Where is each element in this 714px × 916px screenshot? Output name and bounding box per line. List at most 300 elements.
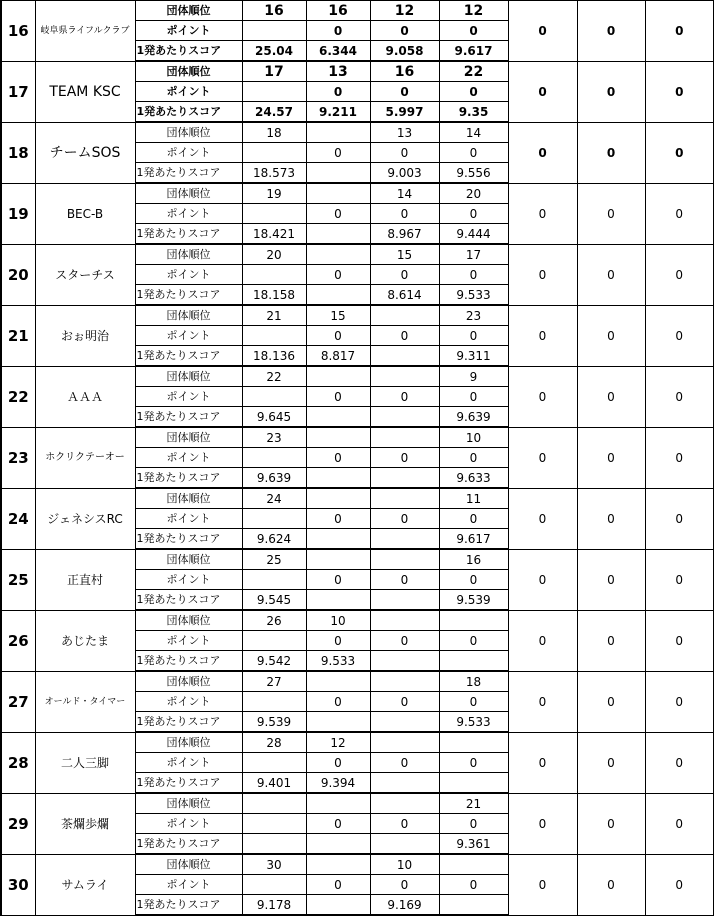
team-rank-cell xyxy=(370,305,439,326)
total-cell: 0 xyxy=(645,793,714,854)
team-rank-cell xyxy=(242,793,306,814)
score-per-shot-cell: 9.645 xyxy=(242,407,306,428)
point-label: ポイント xyxy=(135,21,242,41)
team-rank-cell: 19 xyxy=(242,183,306,204)
team-rank-cell: 17 xyxy=(439,244,508,265)
table-row xyxy=(1,366,714,387)
score-per-shot-label: 1発あたりスコア xyxy=(135,224,242,245)
team-rank-cell xyxy=(306,183,370,204)
total-cell: 0 xyxy=(508,671,577,732)
team-rank-cell xyxy=(306,793,370,814)
team-rank-label: 団体順位 xyxy=(135,366,242,387)
point-cell: 0 xyxy=(306,570,370,590)
score-per-shot-label: 1発あたりスコア xyxy=(135,285,242,306)
team-name: あじたま xyxy=(35,610,135,671)
rank-number: 17 xyxy=(1,61,35,122)
table-row xyxy=(1,610,714,631)
team-rank-cell: 16 xyxy=(439,549,508,570)
point-cell: 0 xyxy=(370,82,439,102)
score-per-shot-cell: 9.533 xyxy=(439,285,508,306)
point-label: ポイント xyxy=(135,509,242,529)
team-rank-cell: 10 xyxy=(370,854,439,875)
rank-number: 16 xyxy=(1,1,35,62)
team-name: 正直村 xyxy=(35,549,135,610)
score-per-shot-cell: 9.533 xyxy=(306,651,370,672)
score-per-shot-cell xyxy=(306,224,370,245)
point-cell: 0 xyxy=(370,753,439,773)
score-per-shot-cell xyxy=(370,834,439,855)
point-cell: 0 xyxy=(306,21,370,41)
team-rank-cell xyxy=(306,549,370,570)
team-name: ＡＡＡ xyxy=(35,366,135,427)
table-row xyxy=(1,61,714,82)
point-label: ポイント xyxy=(135,570,242,590)
table-body xyxy=(1,1,714,916)
point-label: ポイント xyxy=(135,448,242,468)
team-rank-cell: 12 xyxy=(306,732,370,753)
score-per-shot-cell: 9.539 xyxy=(242,712,306,733)
team-rank-label: 団体順位 xyxy=(135,61,242,82)
team-rank-cell: 18 xyxy=(439,671,508,692)
total-cell: 0 xyxy=(508,183,577,244)
team-name: 茶爛歩爛 xyxy=(35,793,135,854)
score-per-shot-label: 1発あたりスコア xyxy=(135,712,242,733)
score-per-shot-cell xyxy=(439,895,508,916)
point-cell: 0 xyxy=(370,814,439,834)
team-rank-cell: 12 xyxy=(370,1,439,21)
rank-number: 24 xyxy=(1,488,35,549)
score-per-shot-cell: 9.617 xyxy=(439,529,508,550)
score-per-shot-cell: 18.421 xyxy=(242,224,306,245)
total-cell: 0 xyxy=(645,427,714,488)
point-cell: 0 xyxy=(439,82,508,102)
score-per-shot-cell xyxy=(306,895,370,916)
total-cell: 0 xyxy=(508,732,577,793)
team-rank-label: 団体順位 xyxy=(135,671,242,692)
total-cell: 0 xyxy=(577,122,645,183)
team-rank-label: 団体順位 xyxy=(135,244,242,265)
score-per-shot-label: 1発あたりスコア xyxy=(135,41,242,62)
team-name: チームSOS xyxy=(35,122,135,183)
team-rank-cell: 21 xyxy=(242,305,306,326)
team-rank-cell xyxy=(370,427,439,448)
team-rank-cell: 16 xyxy=(306,1,370,21)
total-cell: 0 xyxy=(577,1,645,62)
team-rank-cell: 10 xyxy=(439,427,508,448)
team-rank-cell: 30 xyxy=(242,854,306,875)
point-cell xyxy=(242,265,306,285)
score-per-shot-label: 1発あたりスコア xyxy=(135,590,242,611)
point-cell: 0 xyxy=(370,143,439,163)
team-rank-cell: 17 xyxy=(242,61,306,82)
point-label: ポイント xyxy=(135,326,242,346)
team-name: おぉ明治 xyxy=(35,305,135,366)
rank-number: 18 xyxy=(1,122,35,183)
table-row xyxy=(1,854,714,875)
score-per-shot-cell: 25.04 xyxy=(242,41,306,62)
point-cell: 0 xyxy=(439,387,508,407)
score-per-shot-label: 1発あたりスコア xyxy=(135,163,242,184)
rank-number: 29 xyxy=(1,793,35,854)
team-rank-label: 団体順位 xyxy=(135,610,242,631)
point-cell xyxy=(242,21,306,41)
total-cell: 0 xyxy=(577,244,645,305)
point-cell xyxy=(242,631,306,651)
total-cell: 0 xyxy=(508,427,577,488)
total-cell: 0 xyxy=(645,122,714,183)
table-row xyxy=(1,671,714,692)
score-per-shot-cell: 9.35 xyxy=(439,102,508,123)
score-per-shot-label: 1発あたりスコア xyxy=(135,102,242,123)
point-cell: 0 xyxy=(370,448,439,468)
rank-number: 22 xyxy=(1,366,35,427)
team-rank-cell: 15 xyxy=(306,305,370,326)
total-cell: 0 xyxy=(645,732,714,793)
total-cell: 0 xyxy=(508,244,577,305)
score-per-shot-cell: 9.178 xyxy=(242,895,306,916)
point-cell: 0 xyxy=(306,143,370,163)
score-per-shot-label: 1発あたりスコア xyxy=(135,895,242,916)
point-cell: 0 xyxy=(439,509,508,529)
point-cell: 0 xyxy=(306,875,370,895)
point-cell: 0 xyxy=(370,21,439,41)
team-rank-cell xyxy=(370,793,439,814)
score-per-shot-cell: 18.158 xyxy=(242,285,306,306)
team-rank-cell: 22 xyxy=(439,61,508,82)
team-rank-cell: 20 xyxy=(439,183,508,204)
team-rank-cell: 28 xyxy=(242,732,306,753)
team-name: オールド・タイマー xyxy=(35,671,135,732)
total-cell: 0 xyxy=(577,549,645,610)
team-rank-cell: 11 xyxy=(439,488,508,509)
score-per-shot-cell xyxy=(370,590,439,611)
total-cell: 0 xyxy=(645,183,714,244)
point-cell: 0 xyxy=(306,692,370,712)
point-cell: 0 xyxy=(306,265,370,285)
point-label: ポイント xyxy=(135,265,242,285)
team-rank-cell xyxy=(439,610,508,631)
total-cell: 0 xyxy=(645,549,714,610)
score-per-shot-label: 1発あたりスコア xyxy=(135,773,242,794)
team-rank-cell: 12 xyxy=(439,1,508,21)
team-rank-label: 団体順位 xyxy=(135,305,242,326)
total-cell: 0 xyxy=(508,549,577,610)
score-per-shot-cell: 24.57 xyxy=(242,102,306,123)
team-rank-label: 団体順位 xyxy=(135,122,242,143)
point-label: ポイント xyxy=(135,143,242,163)
score-per-shot-cell xyxy=(370,651,439,672)
team-rank-cell: 13 xyxy=(306,61,370,82)
point-cell: 0 xyxy=(439,814,508,834)
score-per-shot-cell: 8.817 xyxy=(306,346,370,367)
score-per-shot-label: 1発あたりスコア xyxy=(135,834,242,855)
point-cell: 0 xyxy=(370,509,439,529)
total-cell: 0 xyxy=(645,671,714,732)
point-cell xyxy=(242,326,306,346)
team-rank-cell: 10 xyxy=(306,610,370,631)
rank-number: 25 xyxy=(1,549,35,610)
point-cell: 0 xyxy=(370,326,439,346)
point-cell: 0 xyxy=(439,143,508,163)
rank-number: 19 xyxy=(1,183,35,244)
total-cell: 0 xyxy=(645,366,714,427)
point-cell: 0 xyxy=(370,875,439,895)
total-cell: 0 xyxy=(577,305,645,366)
score-per-shot-cell xyxy=(306,712,370,733)
score-per-shot-cell: 9.169 xyxy=(370,895,439,916)
point-label: ポイント xyxy=(135,82,242,102)
score-per-shot-cell: 9.533 xyxy=(439,712,508,733)
table-row xyxy=(1,183,714,204)
team-rank-label: 団体順位 xyxy=(135,732,242,753)
team-name: ホクリクテーオー xyxy=(35,427,135,488)
point-cell: 0 xyxy=(306,387,370,407)
total-cell: 0 xyxy=(577,793,645,854)
point-cell: 0 xyxy=(306,204,370,224)
point-label: ポイント xyxy=(135,753,242,773)
table-row xyxy=(1,305,714,326)
score-per-shot-cell: 9.633 xyxy=(439,468,508,489)
table-row xyxy=(1,427,714,448)
total-cell: 0 xyxy=(645,488,714,549)
point-cell: 0 xyxy=(439,265,508,285)
total-cell: 0 xyxy=(508,366,577,427)
score-per-shot-cell xyxy=(370,407,439,428)
point-cell: 0 xyxy=(306,82,370,102)
team-rank-cell xyxy=(306,244,370,265)
point-label: ポイント xyxy=(135,204,242,224)
score-per-shot-cell: 9.639 xyxy=(439,407,508,428)
team-rank-cell xyxy=(370,671,439,692)
total-cell: 0 xyxy=(508,488,577,549)
table-row xyxy=(1,732,714,753)
score-per-shot-cell xyxy=(306,468,370,489)
point-cell: 0 xyxy=(370,204,439,224)
score-per-shot-cell: 9.361 xyxy=(439,834,508,855)
total-cell: 0 xyxy=(645,1,714,62)
total-cell: 0 xyxy=(508,305,577,366)
score-per-shot-cell xyxy=(306,407,370,428)
team-rank-cell xyxy=(370,610,439,631)
total-cell: 0 xyxy=(645,61,714,122)
team-rank-cell: 22 xyxy=(242,366,306,387)
team-rank-cell xyxy=(439,732,508,753)
point-cell: 0 xyxy=(306,326,370,346)
point-cell: 0 xyxy=(370,387,439,407)
team-rank-cell xyxy=(306,427,370,448)
rank-number: 23 xyxy=(1,427,35,488)
team-rank-cell: 18 xyxy=(242,122,306,143)
rank-number: 27 xyxy=(1,671,35,732)
score-per-shot-label: 1発あたりスコア xyxy=(135,529,242,550)
total-cell: 0 xyxy=(508,122,577,183)
point-cell: 0 xyxy=(439,753,508,773)
team-rank-cell: 23 xyxy=(439,305,508,326)
point-cell: 0 xyxy=(306,509,370,529)
total-cell: 0 xyxy=(508,793,577,854)
team-rank-cell: 15 xyxy=(370,244,439,265)
score-per-shot-cell: 9.211 xyxy=(306,102,370,123)
point-cell: 0 xyxy=(306,448,370,468)
total-cell: 0 xyxy=(508,854,577,915)
total-cell: 0 xyxy=(577,61,645,122)
point-cell: 0 xyxy=(439,326,508,346)
team-name: スターチス xyxy=(35,244,135,305)
total-cell: 0 xyxy=(645,244,714,305)
score-per-shot-cell xyxy=(439,651,508,672)
total-cell: 0 xyxy=(577,610,645,671)
team-rank-cell: 13 xyxy=(370,122,439,143)
point-cell xyxy=(242,692,306,712)
team-rank-cell xyxy=(370,366,439,387)
score-per-shot-cell xyxy=(306,834,370,855)
score-per-shot-cell: 9.401 xyxy=(242,773,306,794)
point-cell: 0 xyxy=(439,692,508,712)
team-rank-cell: 14 xyxy=(439,122,508,143)
team-rank-cell xyxy=(439,854,508,875)
point-cell: 0 xyxy=(439,448,508,468)
team-rank-cell xyxy=(306,671,370,692)
point-label: ポイント xyxy=(135,631,242,651)
team-rank-label: 団体順位 xyxy=(135,854,242,875)
team-rank-cell: 27 xyxy=(242,671,306,692)
point-cell xyxy=(242,509,306,529)
table-row xyxy=(1,793,714,814)
score-per-shot-cell xyxy=(306,285,370,306)
team-rank-cell xyxy=(370,549,439,570)
score-per-shot-cell: 18.136 xyxy=(242,346,306,367)
team-name: サムライ xyxy=(35,854,135,915)
team-rank-cell xyxy=(370,488,439,509)
score-per-shot-cell: 9.617 xyxy=(439,41,508,62)
team-rank-cell: 21 xyxy=(439,793,508,814)
score-per-shot-cell xyxy=(370,773,439,794)
rank-number: 26 xyxy=(1,610,35,671)
point-cell: 0 xyxy=(439,204,508,224)
score-per-shot-cell xyxy=(439,773,508,794)
score-per-shot-cell: 9.624 xyxy=(242,529,306,550)
team-rank-cell: 24 xyxy=(242,488,306,509)
point-cell: 0 xyxy=(439,875,508,895)
point-cell xyxy=(242,82,306,102)
team-rank-cell: 16 xyxy=(370,61,439,82)
total-cell: 0 xyxy=(645,305,714,366)
team-rank-cell: 25 xyxy=(242,549,306,570)
team-name: TEAM KSC xyxy=(35,61,135,122)
rank-number: 20 xyxy=(1,244,35,305)
point-label: ポイント xyxy=(135,875,242,895)
score-per-shot-cell: 9.058 xyxy=(370,41,439,62)
team-rank-cell xyxy=(306,366,370,387)
team-rank-cell xyxy=(306,854,370,875)
point-cell: 0 xyxy=(370,265,439,285)
score-per-shot-cell: 9.394 xyxy=(306,773,370,794)
total-cell: 0 xyxy=(508,61,577,122)
total-cell: 0 xyxy=(508,610,577,671)
team-name: BEC-B xyxy=(35,183,135,244)
team-rank-cell: 16 xyxy=(242,1,306,21)
point-cell: 0 xyxy=(306,631,370,651)
team-rank-label: 団体順位 xyxy=(135,488,242,509)
team-rank-cell xyxy=(370,732,439,753)
team-rank-cell xyxy=(306,488,370,509)
score-per-shot-label: 1発あたりスコア xyxy=(135,407,242,428)
total-cell: 0 xyxy=(577,366,645,427)
score-per-shot-cell: 9.556 xyxy=(439,163,508,184)
score-per-shot-cell: 9.311 xyxy=(439,346,508,367)
point-label: ポイント xyxy=(135,814,242,834)
score-per-shot-cell: 9.545 xyxy=(242,590,306,611)
rank-number: 28 xyxy=(1,732,35,793)
point-cell: 0 xyxy=(306,753,370,773)
team-rank-label: 団体順位 xyxy=(135,549,242,570)
score-per-shot-cell xyxy=(306,529,370,550)
total-cell: 0 xyxy=(577,854,645,915)
point-cell xyxy=(242,814,306,834)
score-per-shot-cell xyxy=(306,163,370,184)
score-per-shot-cell: 9.003 xyxy=(370,163,439,184)
team-rank-cell: 14 xyxy=(370,183,439,204)
score-per-shot-cell xyxy=(370,346,439,367)
point-label: ポイント xyxy=(135,387,242,407)
total-cell: 0 xyxy=(645,610,714,671)
point-cell: 0 xyxy=(370,631,439,651)
table-row xyxy=(1,549,714,570)
point-cell: 0 xyxy=(370,692,439,712)
table-row xyxy=(1,122,714,143)
score-per-shot-cell: 18.573 xyxy=(242,163,306,184)
point-cell xyxy=(242,448,306,468)
team-rank-cell xyxy=(306,122,370,143)
point-cell xyxy=(242,143,306,163)
table-row xyxy=(1,1,714,21)
point-cell xyxy=(242,753,306,773)
total-cell: 0 xyxy=(577,183,645,244)
team-name: 二人三脚 xyxy=(35,732,135,793)
score-per-shot-cell: 9.539 xyxy=(439,590,508,611)
score-per-shot-cell: 8.967 xyxy=(370,224,439,245)
team-name: ジェネシスRC xyxy=(35,488,135,549)
team-rank-cell: 9 xyxy=(439,366,508,387)
score-per-shot-cell xyxy=(242,834,306,855)
total-cell: 0 xyxy=(577,427,645,488)
score-per-shot-cell: 8.614 xyxy=(370,285,439,306)
score-per-shot-cell: 9.444 xyxy=(439,224,508,245)
score-per-shot-cell xyxy=(306,590,370,611)
rank-number: 30 xyxy=(1,854,35,915)
score-per-shot-label: 1発あたりスコア xyxy=(135,468,242,489)
point-cell xyxy=(242,570,306,590)
team-rank-cell: 20 xyxy=(242,244,306,265)
point-cell: 0 xyxy=(439,21,508,41)
point-cell xyxy=(242,204,306,224)
team-name: 岐阜県ライフルクラブ xyxy=(35,1,135,62)
score-per-shot-cell: 9.542 xyxy=(242,651,306,672)
score-per-shot-label: 1発あたりスコア xyxy=(135,651,242,672)
team-rank-label: 団体順位 xyxy=(135,183,242,204)
total-cell: 0 xyxy=(508,1,577,62)
rank-number: 21 xyxy=(1,305,35,366)
score-per-shot-cell: 6.344 xyxy=(306,41,370,62)
point-cell: 0 xyxy=(439,570,508,590)
team-rank-cell: 23 xyxy=(242,427,306,448)
point-label: ポイント xyxy=(135,692,242,712)
score-per-shot-cell xyxy=(370,712,439,733)
table-row xyxy=(1,244,714,265)
team-rank-cell: 26 xyxy=(242,610,306,631)
table-row xyxy=(1,488,714,509)
point-cell xyxy=(242,875,306,895)
